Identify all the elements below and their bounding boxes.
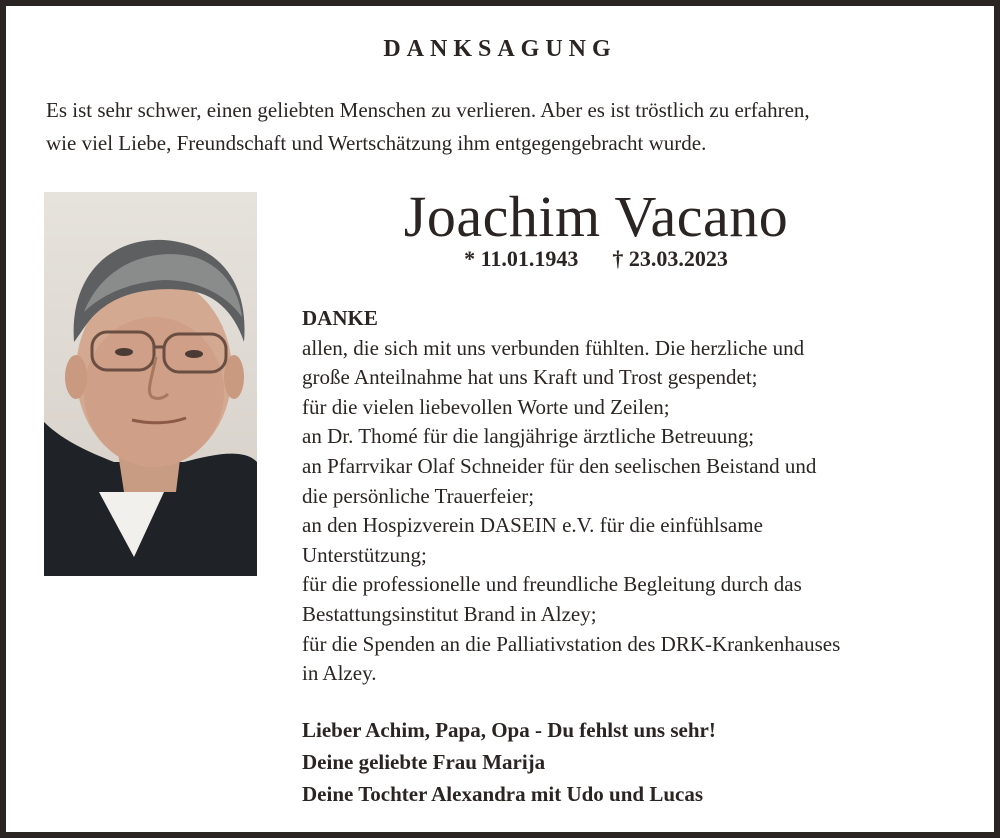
thanks-section bbox=[302, 304, 982, 689]
life-dates bbox=[266, 246, 926, 272]
thanks-line: an den Hospizverein DASEIN e.V. für die einfühlsame bbox=[302, 513, 763, 538]
death-date: † 23.03.2023 bbox=[612, 246, 728, 271]
portrait-image bbox=[44, 192, 257, 576]
thanks-line: Unterstützung; bbox=[302, 542, 427, 567]
heading: DANKSAGUNG bbox=[383, 36, 617, 62]
thanks-title: DANKE bbox=[302, 306, 378, 330]
intro-text bbox=[46, 94, 976, 160]
signature-line: Lieber Achim, Papa, Opa - Du fehlst uns sehr! bbox=[302, 718, 716, 742]
thanks-line: für die professionelle und freundliche Begleitung durch das bbox=[302, 572, 802, 597]
thanks-line: Bestattungsinstitut Brand in Alzey; bbox=[302, 601, 597, 626]
thanks-line: für die vielen liebevollen Worte und Zeilen; bbox=[302, 394, 670, 419]
signature-block bbox=[302, 714, 982, 810]
thanks-line: große Anteilnahme hat uns Kraft und Trost gespendet; bbox=[302, 365, 758, 390]
deceased-name: Joachim Vacano bbox=[403, 184, 789, 249]
birth-date: * 11.01.1943 bbox=[464, 246, 579, 271]
thanks-line: an Dr. Thomé für die langjährige ärztliche Betreuung; bbox=[302, 424, 755, 449]
signature-line: Deine geliebte Frau Marija bbox=[302, 750, 546, 774]
thanks-line: allen, die sich mit uns verbunden fühlten. Die herzliche und bbox=[302, 335, 805, 360]
signature-line: Deine Tochter Alexandra mit Udo und Lucas bbox=[302, 782, 703, 806]
portrait-photo bbox=[44, 192, 257, 576]
thanks-line: die persönliche Trauerfeier; bbox=[302, 483, 535, 508]
thanks-line: an Pfarrvikar Olaf Schneider für den seelischen Beistand und bbox=[302, 453, 817, 478]
thanks-line: in Alzey. bbox=[302, 661, 377, 686]
intro-line: Es ist sehr schwer, einen geliebten Menschen zu verlieren. Aber es ist tröstlich zu erfahren, bbox=[46, 98, 810, 122]
thanks-line: für die Spenden an die Palliativstation des DRK-Krankenhauses bbox=[302, 631, 841, 656]
intro-line: wie viel Liebe, Freundschaft und Wertschätzung ihm entgegengebracht wurde. bbox=[46, 131, 707, 155]
